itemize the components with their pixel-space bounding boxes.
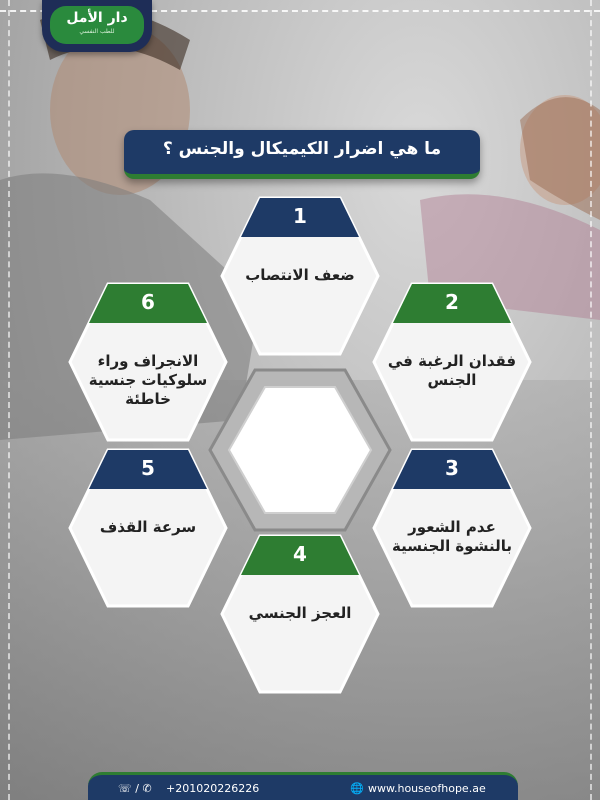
- hex-label: سرعة القذف: [99, 518, 197, 536]
- logo: [42, 0, 152, 52]
- hex-number: 4: [293, 542, 307, 566]
- phone-number[interactable]: +201020226226: [166, 782, 260, 795]
- globe-icon: 🌐: [350, 782, 364, 795]
- hex-number: 2: [445, 290, 459, 314]
- hex-number: 6: [141, 290, 155, 314]
- hex-label: الانجراف وراء سلوكيات جنسية خاطئة: [88, 352, 208, 408]
- hex-label: عدم الشعور بالنشوة الجنسية: [392, 518, 512, 555]
- hex-label: فقدان الرغبة في الجنس: [387, 352, 517, 389]
- hex-number: 1: [293, 204, 307, 228]
- hex-item-1: [220, 196, 380, 356]
- hex-label: العجز الجنسي: [248, 604, 352, 622]
- center-hexagon: [205, 365, 395, 535]
- hex-item-6: [68, 282, 228, 442]
- hex-number: 5: [141, 456, 155, 480]
- left-dashed-border: [8, 0, 10, 800]
- hex-number: 3: [445, 456, 459, 480]
- logo-tagline: للطب النفسي: [79, 28, 115, 35]
- website-link[interactable]: www.houseofhope.ae: [368, 782, 486, 795]
- hex-item-3: [372, 448, 532, 608]
- hex-item-2: [372, 282, 532, 442]
- footer-bar: [88, 772, 518, 800]
- title-bar: [124, 130, 480, 179]
- page-title: ما هي اضرار الكيميكال والجنس ؟: [162, 139, 442, 159]
- logo-name: دار الأمل: [66, 10, 128, 26]
- hex-label: ضعف الانتصاب: [245, 266, 355, 284]
- right-dashed-border: [590, 0, 592, 800]
- hex-item-5: [68, 448, 228, 608]
- hex-item-4: [220, 534, 380, 694]
- logo-badge: [50, 6, 144, 44]
- phone-icons: ☏ / ✆: [118, 782, 152, 795]
